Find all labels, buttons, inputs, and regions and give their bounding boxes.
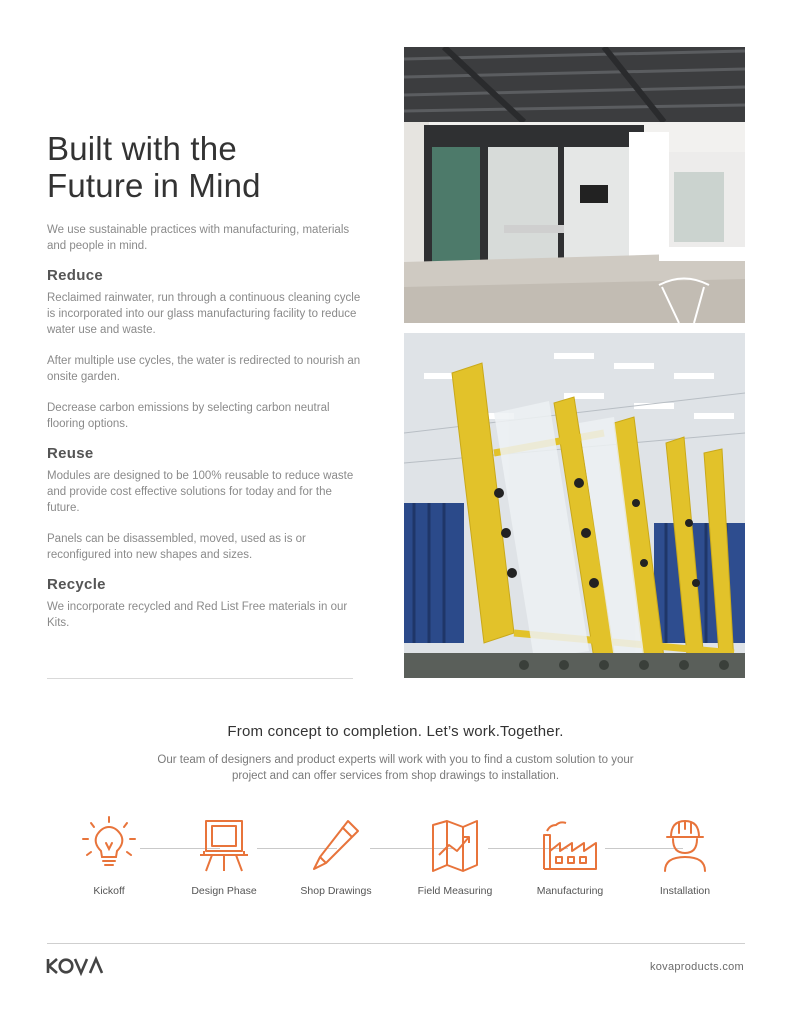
- website-link[interactable]: kovaproducts.com: [649, 961, 744, 973]
- process-description: Our team of designers and product experts will work with you to find a custom solution to your project and can offer services from shop drawings to installation.: [157, 754, 634, 782]
- page-title-line-2: Future in Mind: [47, 167, 261, 204]
- content-divider: [47, 678, 353, 679]
- footer-divider: [47, 943, 745, 944]
- map-icon: [425, 815, 485, 877]
- drafting-board-icon: [194, 815, 254, 877]
- step-design-phase: [169, 815, 279, 897]
- reuse-paragraph: Panels can be disassembled, moved, used as is or reconfigured into new shapes and sizes.: [47, 533, 306, 561]
- recycle-paragraph: We incorporate recycled and Red List Free materials in our Kits.: [47, 601, 348, 629]
- office-interior-photo: [404, 47, 745, 323]
- hardhat-worker-icon: [655, 815, 715, 877]
- step-label: Design Phase: [191, 885, 257, 897]
- pencil-icon: [306, 815, 366, 877]
- glass-factory-photo: [404, 333, 745, 678]
- section-title-reduce: Reduce: [47, 267, 103, 284]
- step-label: Manufacturing: [536, 885, 604, 897]
- page-title-line-1: Built with the: [47, 130, 237, 167]
- reuse-paragraph: Modules are designed to be 100% reusable to reduce waste and provide cost effective solutions for today and for the future.: [47, 470, 354, 514]
- factory-icon: [540, 815, 600, 877]
- process-tagline: From concept to completion. Let’s work.Together.: [227, 723, 564, 740]
- lightbulb-icon: [79, 815, 139, 877]
- step-manufacturing: [515, 815, 625, 897]
- step-shop-drawings: [281, 815, 391, 897]
- section-title-reuse: Reuse: [47, 445, 94, 462]
- content-column: [47, 130, 367, 631]
- step-label: Installation: [659, 885, 711, 897]
- process-steps: [60, 815, 740, 905]
- step-installation: [630, 815, 740, 897]
- step-label: Shop Drawings: [300, 885, 372, 897]
- step-label: Kickoff: [93, 885, 125, 897]
- step-field-measuring: [400, 815, 510, 897]
- page-title: [47, 130, 367, 204]
- step-kickoff: [54, 815, 164, 897]
- intro-text: We use sustainable practices with manufacturing, materials and people in mind.: [47, 224, 350, 252]
- reduce-paragraph: Reclaimed rainwater, run through a continuous cleaning cycle is incorporated into our glass manufacturing facility to reduce water use and waste.: [47, 292, 361, 336]
- section-title-recycle: Recycle: [47, 576, 106, 593]
- step-label: Field Measuring: [417, 885, 493, 897]
- reduce-paragraph: Decrease carbon emissions by selecting carbon neutral flooring options.: [47, 402, 330, 430]
- reduce-paragraph: After multiple use cycles, the water is redirected to nourish an onsite garden.: [47, 355, 361, 383]
- kova-logo[interactable]: [46, 955, 104, 977]
